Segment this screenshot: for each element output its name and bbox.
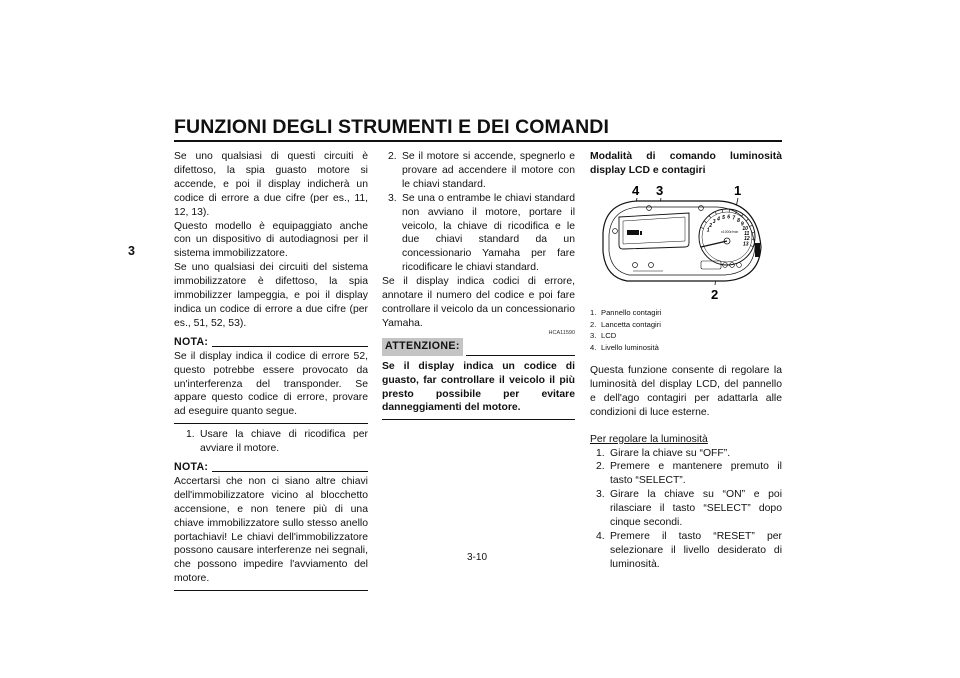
legend-item: 1. Pannello contagiri	[590, 307, 662, 317]
tachometer-tick-label: 4	[717, 216, 720, 223]
nota-label: NOTA:	[174, 335, 209, 348]
numbered-step	[596, 460, 782, 488]
step-number: 1.	[596, 447, 605, 459]
column-2	[382, 150, 575, 420]
nota-end-rule	[174, 423, 368, 424]
nota-end-rule	[174, 590, 368, 591]
step-text: Usare la chiave di ricodifica per avviare il motore.	[200, 429, 368, 455]
step-text: Se il motore si accende, spegnerlo e provare ad accendere il motore con le chiavi standard.	[402, 151, 575, 190]
attention-text: Se il display indica un codice di guasto, far controllare il veicolo il più presto possibile per evitare danneggiamenti del motore.	[382, 360, 575, 414]
numbered-step	[388, 150, 575, 192]
nota-label: NOTA:	[174, 461, 209, 474]
callout-label: 2	[711, 286, 719, 302]
step-text: Premere il tasto “RESET” per selezionare il livello desiderato di luminosità.	[610, 530, 782, 570]
subheading: Per regolare la luminosità	[590, 433, 708, 445]
tachometer-tick-label: 12	[744, 236, 750, 243]
title-rule	[174, 140, 782, 142]
nota-text: Se il display indica il codice di errore 52, questo potrebbe essere provocato da un'interferenza del transponder. Se appare questo codice di errore, provare ad eseguire quanto segue.	[174, 350, 368, 418]
document-code: HCA11590	[548, 329, 575, 336]
legend-item: 2. Lancetta contagiri	[590, 319, 661, 329]
figure-legend	[590, 307, 782, 354]
numbered-step	[596, 488, 782, 530]
tachometer-tick-label: 7	[732, 215, 736, 222]
step-number: 2.	[596, 461, 605, 473]
tachometer-tick-label: 9	[740, 221, 744, 228]
tachometer-tick-label: 6	[727, 214, 731, 221]
attention-label: ATTENZIONE:	[382, 338, 463, 356]
numbered-step	[388, 192, 575, 275]
numbered-step	[596, 530, 782, 572]
attention-end-rule	[382, 419, 575, 420]
column-1	[174, 150, 368, 591]
step-number: 4.	[596, 530, 605, 542]
instrument-cluster-figure	[597, 181, 767, 304]
tachometer-tick-label: 8	[737, 217, 740, 224]
page-title: FUNZIONI DEGLI STRUMENTI E DEI COMANDI	[174, 116, 609, 138]
tachometer-tick-label: 10	[742, 225, 748, 232]
chapter-tab: 3	[128, 244, 135, 258]
paragraph: Se uno qualsiasi dei circuiti del sistema immobilizzatore è difettoso, la spia immobilizzer lampeggia, e poi il display indica un codice di errore a due cifre (per es., 51, 52, 53).	[174, 262, 368, 329]
step-number: 3.	[596, 489, 605, 501]
paragraph: Se uno qualsiasi di questi circuiti è difettoso, la spia guasto motore si accende, e poi il display indicherà un codice di errore a due cifre (per es., 11, 12, 13).	[174, 151, 368, 218]
legend-item: 3. LCD	[590, 331, 617, 341]
step-text: Girare la chiave su “OFF”.	[610, 447, 731, 459]
tachometer-tick-mark	[752, 232, 755, 233]
column-3	[590, 150, 782, 572]
brightness-level-icon	[627, 230, 639, 235]
numbered-step	[186, 428, 368, 456]
indicator-strip	[755, 243, 760, 257]
callout-label: 3	[656, 182, 664, 198]
step-number: 1.	[186, 429, 195, 441]
paragraph: Se il display indica codici di errore, annotare il numero del codice e poi fare controllare il veicolo da un concessionario Yamaha.	[382, 276, 575, 329]
step-number: 3.	[388, 192, 397, 204]
nota-text: Accertarsi che non ci siano altre chiavi dell'immobilizzatore vicino al blocchetto accensione, e non tenere più di una chiave immobilizzatore sullo stesso anello portachiavi! Le chiavi dell'immobilizzatore possono causare interferenze nei segnali, che possono impedire l'avviamento del motore.	[174, 475, 368, 585]
rpm-label: x1000r/min	[721, 229, 739, 234]
tachometer-tick-label: 2	[709, 222, 712, 229]
callout-label: 4	[632, 182, 640, 198]
nota-heading	[174, 461, 368, 475]
step-text: Se una o entrambe le chiavi standard non avviano il motore, portare il veicolo, la chiave di ricodifica e le due chiavi standard da un concessionario Yamaha per fare ricodificare le chiavi standard.	[402, 192, 575, 274]
attention-heading	[382, 338, 575, 356]
numbered-step	[596, 447, 782, 461]
step-text: Girare la chiave su “ON” e poi rilasciare il tasto “SELECT” dopo cinque secondi.	[610, 489, 782, 529]
tachometer-tick-label: 5	[722, 214, 725, 221]
paragraph: Questo modello è equipaggiato anche con un dispositivo di autodiagnosi per il sistema immobilizzatore.	[174, 220, 368, 260]
step-number: 2.	[388, 151, 397, 162]
paragraph: Questa funzione consente di regolare la luminosità del display LCD, del pannello e dell'ago contagiri per adattarla alle condizioni di luce esterne.	[590, 365, 782, 418]
brightness-level-icon	[640, 231, 642, 235]
tachometer-tick-label: 11	[744, 230, 750, 237]
tachometer-tick-label: 13	[743, 241, 749, 248]
tachometer-tick-label: 1	[706, 227, 710, 234]
section-heading: Modalità di comando luminosità display LCD e contagiri	[590, 151, 782, 176]
tachometer-tick-label: 3	[712, 219, 716, 226]
nota-heading	[174, 336, 368, 350]
tachometer-tick-mark	[722, 210, 723, 213]
page-number: 3-10	[467, 552, 488, 563]
legend-item: 4. Livello luminosità	[590, 343, 659, 353]
step-text: Premere e mantenere premuto il tasto “SELECT”.	[610, 461, 782, 487]
callout-label: 1	[734, 182, 742, 198]
